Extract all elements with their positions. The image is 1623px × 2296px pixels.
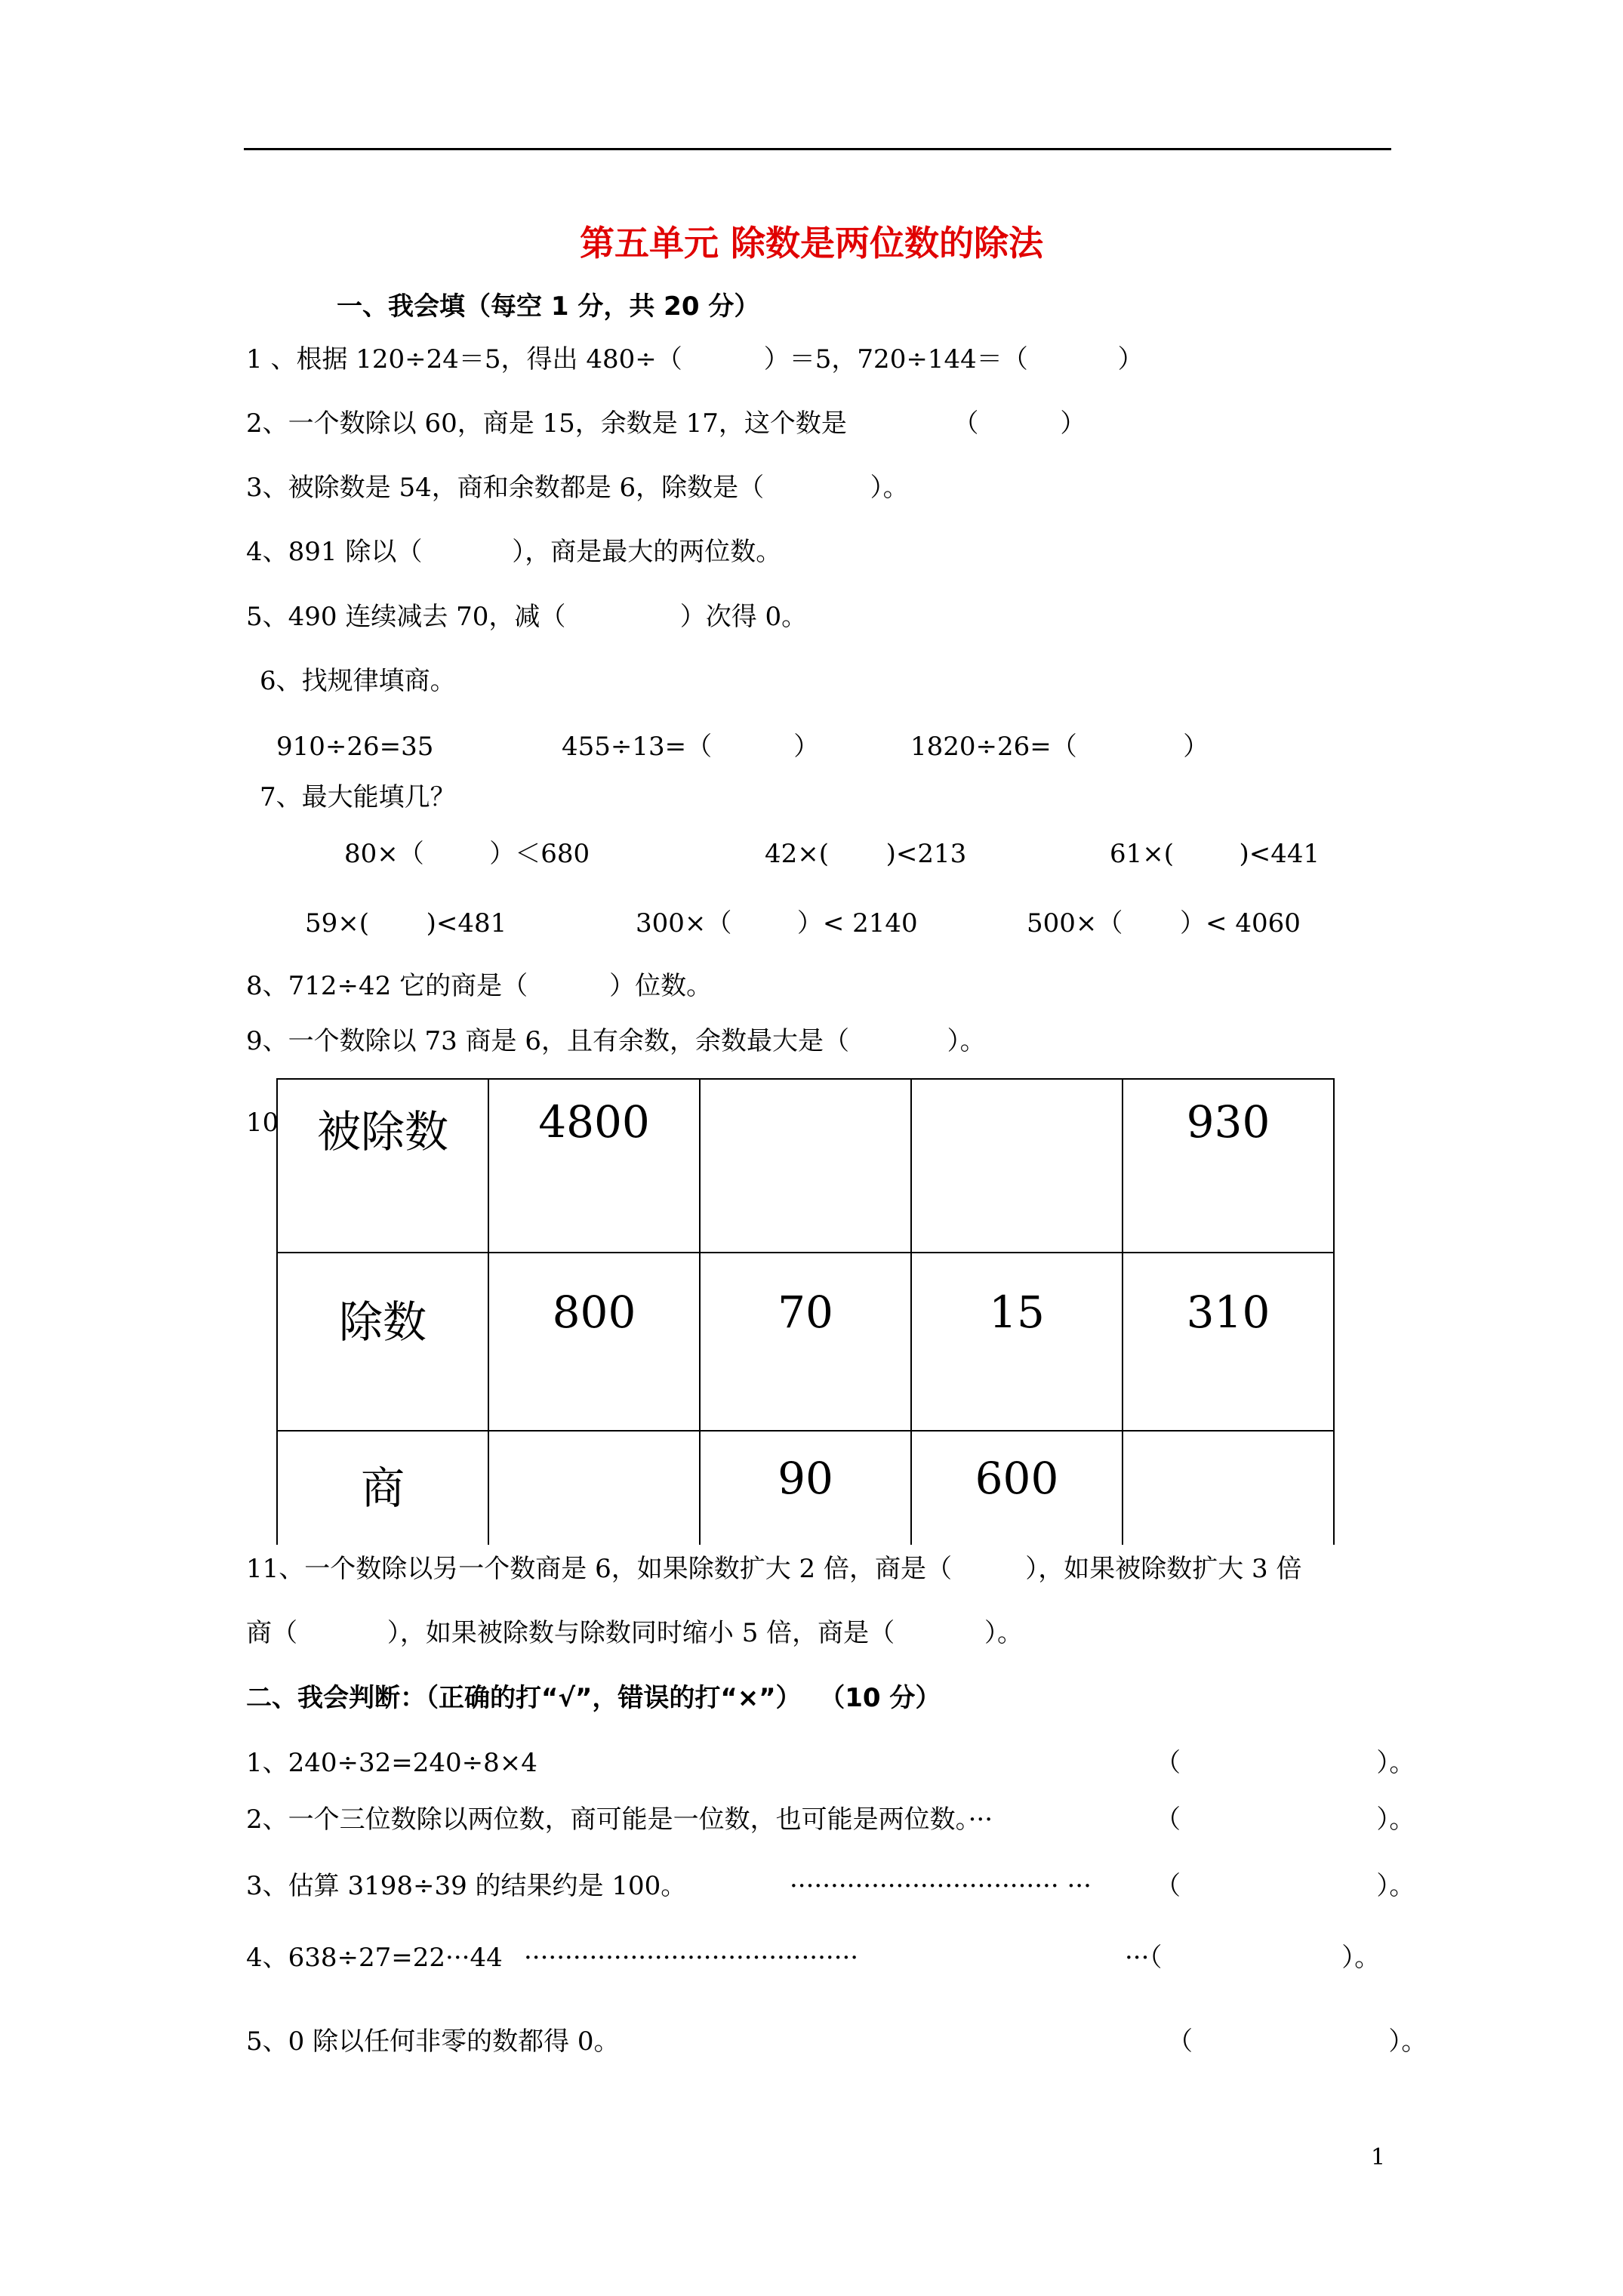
table-cell: 被除数 xyxy=(277,1079,488,1253)
division-table xyxy=(276,1078,1335,1545)
question-10-number: 10 xyxy=(246,1108,279,1138)
table-cell: 商 xyxy=(277,1431,488,1545)
question-7: 7、最大能填几？ xyxy=(260,782,456,812)
table-cell xyxy=(700,1079,911,1253)
question-5: 5、490 连续减去 70，减（ ）次得 0。 xyxy=(246,602,808,632)
question-6: 6、找规律填商。 xyxy=(260,666,456,696)
table-cell: 600 xyxy=(911,1431,1123,1545)
table-row xyxy=(277,1253,1334,1431)
judge-item-3: 3、估算 3198÷39 的结果约是 100。 xyxy=(246,1871,687,1901)
judge-item-4: 4、638÷27=22···44 xyxy=(246,1943,503,1973)
table-cell: 除数 xyxy=(277,1253,488,1431)
question-3: 3、被除数是 54，商和余数都是 6，除数是（ ）。 xyxy=(246,473,909,503)
question-7-b: 42×( )<213 xyxy=(765,839,967,869)
question-2: 2、一个数除以 60，商是 15，余数是 17，这个数是 （ ） xyxy=(246,408,1086,439)
question-7-e: 300×（ ）< 2140 xyxy=(636,908,918,938)
question-1: 1 、根据 120÷24＝5，得出 480÷（ ）＝5，720÷144＝（ ） xyxy=(246,344,1144,374)
table-cell: 70 xyxy=(700,1253,911,1431)
judge-item-5-bracket: （ ）。 xyxy=(1167,2026,1427,2057)
table-cell: 15 xyxy=(911,1253,1123,1431)
judge-item-5: 5、0 除以任何非零的数都得 0。 xyxy=(246,2026,620,2057)
question-7-c: 61×( )<441 xyxy=(1110,839,1320,869)
table-cell: 310 xyxy=(1123,1253,1334,1431)
page-number: 1 xyxy=(1371,2144,1386,2171)
table-cell: 90 xyxy=(700,1431,911,1545)
judge-item-1-bracket: （ ）。 xyxy=(1155,1748,1415,1778)
section1-heading: 一、我会填（每空 1 分，共 20 分） xyxy=(337,291,760,322)
table-row xyxy=(277,1431,1334,1545)
question-6-c: 1820÷26=（ ） xyxy=(910,732,1209,762)
table-cell: 930 xyxy=(1123,1079,1334,1253)
question-11-line2: 商（ ），如果被除数与除数同时缩小 5 倍，商是（ ）。 xyxy=(246,1618,1024,1648)
question-6-a: 910÷26=35 xyxy=(276,732,434,762)
header-rule xyxy=(244,148,1391,150)
question-7-a: 80×（ ）＜680 xyxy=(344,839,590,869)
judge-item-4-bracket: ···（ ）。 xyxy=(1125,1943,1381,1973)
table-cell xyxy=(1123,1431,1334,1545)
question-7-d: 59×( )<481 xyxy=(305,908,507,938)
judge-item-2-bracket: （ ）。 xyxy=(1155,1804,1415,1835)
table-cell: 800 xyxy=(488,1253,700,1431)
question-7-f: 500×（ ）< 4060 xyxy=(1027,908,1301,938)
question-8: 8、712÷42 它的商是（ ）位数。 xyxy=(246,971,713,1001)
table-cell: 4800 xyxy=(488,1079,700,1253)
question-4: 4、891 除以（ ），商是最大的两位数。 xyxy=(246,537,782,567)
judge-item-3-bracket: （ ）。 xyxy=(1155,1871,1415,1901)
question-11-line1: 11、一个数除以另一个数商是 6，如果除数扩大 2 倍，商是（ ），如果被除数扩大 3 倍 xyxy=(246,1554,1302,1584)
judge-item-3-dots: ································· ··· xyxy=(790,1871,1092,1901)
page-title: 第五单元 除数是两位数的除法 xyxy=(579,223,1043,264)
table-cell xyxy=(911,1079,1123,1253)
judge-item-1: 1、240÷32=240÷8×4 xyxy=(246,1748,537,1778)
question-6-b: 455÷13=（ ） xyxy=(562,732,820,762)
judge-item-2: 2、一个三位数除以两位数，商可能是一位数，也可能是两位数。··· xyxy=(246,1804,993,1835)
judge-item-4-dots: ········································· xyxy=(524,1943,859,1973)
section2-heading: 二、我会判断：（正确的打“√”，错误的打“×”） （10 分） xyxy=(246,1683,941,1713)
table-cell xyxy=(488,1431,700,1545)
question-9: 9、一个数除以 73 商是 6，且有余数，余数最大是（ ）。 xyxy=(246,1026,986,1056)
table-row xyxy=(277,1079,1334,1253)
